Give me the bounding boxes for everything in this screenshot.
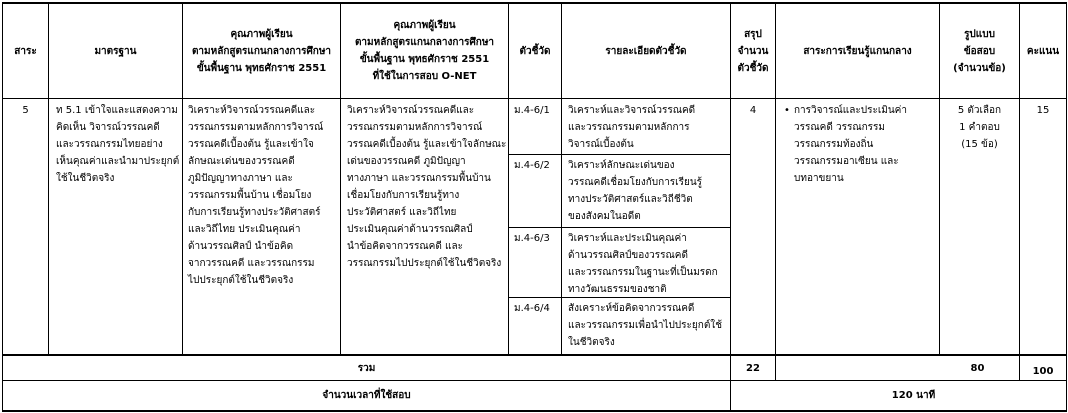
header-count-line: ตัวชี้วัด (737, 62, 769, 74)
indicator-code: ม.4-6/2 (514, 160, 550, 171)
quality-line: กับการเรียนรู้ทางประวัติศาสตร์ (188, 207, 321, 218)
cell-quality (188, 102, 323, 289)
table-rule (508, 227, 730, 228)
indicator-detail (568, 230, 718, 298)
test-format-line: (15 ข้อ) (961, 139, 998, 150)
header-onet-line: คุณภาพผู้เรียน (393, 20, 456, 31)
header-indicator-count (731, 4, 775, 98)
quality-line: และวิถีไทย ประเมินคุณค่า (188, 224, 301, 235)
bullet-icon: • (784, 105, 790, 116)
indicator-detail-line: วิเคราะห์และประเมินคุณค่า (568, 233, 687, 244)
cell-core-content (794, 102, 907, 187)
indicator-detail-line: ทางวัฒนธรรมของชาติ (568, 284, 667, 295)
table-rule (2, 98, 1066, 99)
header-onet-quality (341, 4, 508, 98)
core-content-line: วรรณกรรมอาเซียน และ (794, 156, 899, 167)
cell-score: 15 (1036, 105, 1050, 116)
indicator-detail-line: และวรรณกรรมตามหลักการ (568, 122, 690, 133)
onet-line: นำข้อคิดจากวรรณคดี และ (347, 241, 463, 252)
indicator-code: ม.4-6/3 (514, 233, 550, 244)
standard-line: ใช้ในชีวิตจริง (56, 173, 115, 184)
indicator-detail-line: ด้านวรรณศิลป์ของวรรณคดี (568, 250, 688, 261)
indicator-detail (568, 300, 722, 351)
core-content-line: วรรณกรรมท้องถิ่น (794, 139, 874, 150)
onet-line: วรรณกรรมไปประยุกต์ใช้ในชีวิตจริง (347, 258, 502, 269)
time-value: 120 นาที (891, 390, 936, 401)
onet-line: ประเมินคุณค่าด้านวรรณศิลป์ (347, 224, 473, 235)
test-format-line: 5 ตัวเลือก (957, 105, 1002, 116)
header-quality-line: ขั้นพื้นฐาน พุทธศักราช 2551 (196, 62, 327, 74)
header-quality-line: ตามหลักสูตรแกนกลางการศึกษา (191, 45, 332, 57)
quality-line: วรรณกรรมพื้นบ้าน เชื่อมโยง (188, 190, 312, 201)
time-value-cell (731, 381, 1066, 410)
indicator-detail-line: วิเคราะห์และวิจารณ์วรรณคดี (568, 105, 696, 116)
test-format-line: 1 คำตอบ (959, 122, 1000, 133)
onet-line: ทางภาษา และวรรณกรรมพื้นบ้าน (347, 173, 491, 184)
table-rule (1066, 2, 1067, 412)
standard-line: และวรรณกรรมไทยอย่าง (56, 139, 163, 150)
indicator-detail-line: วรรณคดีเชื่อมโยงกับการเรียนรู้ (568, 177, 703, 188)
header-format-line: ข้อสอบ (963, 45, 996, 57)
header-strand-text: สาระ (14, 45, 37, 57)
indicator-detail-line: วิเคราะห์ลักษณะเด่นของ (568, 160, 675, 171)
indicator-detail-line: และวรรณกรรมในฐานะที่เป็นมรดก (568, 267, 718, 278)
header-onet-line: ขั้นพื้นฐาน พุทธศักราช 2551 (359, 54, 490, 65)
onet-line: วรรณคดีเบื้องต้น รู้และเข้าใจลักษณะ (347, 139, 507, 150)
header-indicator-text: ตัวชี้วัด (519, 45, 551, 57)
indicator-detail-line: ในชีวิตจริง (568, 337, 615, 348)
header-standard (49, 4, 182, 98)
cell-strand: 5 (22, 105, 29, 116)
table-rule (508, 154, 730, 155)
quality-line: วิเคราะห์วิจารณ์วรรณคดีและ (188, 105, 316, 116)
indicator-detail-line: สังเคราะห์ข้อคิดจากวรรณคดี (568, 303, 695, 314)
total-items-value: 80 (970, 362, 985, 374)
indicator-detail-line: วิจารณ์เบื้องต้น (568, 139, 634, 150)
cell-indicator-count: 4 (749, 105, 757, 116)
time-label: จำนวนเวลาที่ใช้สอบ (322, 390, 411, 401)
quality-line: ภูมิปัญญาทางภาษา และ (188, 173, 293, 184)
header-count-line: สรุป (744, 28, 762, 40)
total-row (3, 356, 730, 380)
quality-line: ด้านวรรณศิลป์ นำข้อคิด (188, 241, 294, 252)
header-score-text: คะแนน (1026, 45, 1060, 57)
total-indicators (731, 356, 775, 380)
header-indicator-detail (562, 4, 730, 98)
total-score-value: 100 (1032, 365, 1054, 377)
header-core-content (776, 4, 939, 98)
header-test-format (940, 4, 1019, 98)
core-content-line: การวิจารณ์และประเมินค่า (794, 105, 907, 116)
header-quality-line: คุณภาพผู้เรียน (230, 28, 293, 40)
quality-line: ไปประยุกต์ใช้ในชีวิตจริง (188, 275, 294, 286)
standard-line: เห็นคุณค่าและนำมาประยุกต์ (56, 156, 180, 167)
total-indicators-value: 22 (746, 362, 760, 374)
header-core-content-text: สาระการเรียนรู้แกนกลาง (803, 45, 912, 57)
header-format-line: รูปแบบ (964, 28, 995, 40)
header-indicator-detail-text: รายละเอียดตัวชี้วัด (605, 45, 687, 57)
table-rule (2, 410, 1066, 412)
standard-line: ท 5.1 เข้าใจและแสดงความ (56, 105, 178, 116)
core-content-line: วรรณคดี วรรณกรรม (794, 122, 886, 133)
header-indicator (509, 4, 561, 98)
quality-line: วรรณคดีเบื้องต้น รู้และเข้าใจ (188, 139, 314, 150)
indicator-detail-line: ของสังคมในอดีต (568, 211, 641, 222)
quality-line: จากวรรณคดี และวรรณกรรม (188, 258, 315, 269)
onet-line: วิเคราะห์วิจารณ์วรรณคดีและ (347, 105, 475, 116)
total-label: รวม (357, 362, 376, 374)
header-format-line: (จำนวนข้อ) (953, 62, 1006, 74)
quality-line: ลักษณะเด่นของวรรณคดี (188, 156, 295, 167)
onet-line: เชื่อมโยงกับการเรียนรู้ทาง (347, 190, 460, 201)
onet-line: วรรณกรรมตามหลักการวิจารณ์ (347, 122, 483, 133)
cell-test-format (940, 102, 1019, 153)
header-score (1020, 4, 1066, 98)
header-count-line: จำนวน (737, 45, 769, 57)
onet-line: ประวัติศาสตร์ และวิถีไทย (347, 207, 457, 218)
standard-line: คิดเห็น วิจารณ์วรรณคดี (56, 122, 160, 133)
total-items (776, 356, 1019, 380)
onet-line: เด่นของวรรณคดี ภูมิปัญญา (347, 156, 466, 167)
cell-standard (56, 102, 179, 187)
header-onet-line: ที่ใช้ในการสอบ O-NET (372, 71, 477, 82)
quality-line: วรรณกรรมตามหลักการวิจารณ์ (188, 122, 324, 133)
indicator-detail (568, 102, 695, 153)
header-strand (3, 4, 48, 98)
indicator-detail (568, 157, 702, 225)
cell-onet-quality (347, 102, 506, 272)
indicator-detail-line: ทางประวัติศาสตร์และวิถีชีวิต (568, 194, 693, 205)
header-standard-text: มาตรฐาน (94, 45, 137, 57)
header-quality (183, 4, 340, 98)
indicator-code: ม.4-6/1 (514, 105, 550, 116)
core-content-line: บทอาขยาน (794, 173, 844, 184)
header-onet-line: ตามหลักสูตรแกนกลางการศึกษา (354, 37, 495, 48)
time-row (3, 381, 730, 410)
indicator-detail-line: และวรรณกรรมเพื่อนำไปประยุกต์ใช้ (568, 320, 722, 331)
indicator-code: ม.4-6/4 (514, 303, 550, 314)
